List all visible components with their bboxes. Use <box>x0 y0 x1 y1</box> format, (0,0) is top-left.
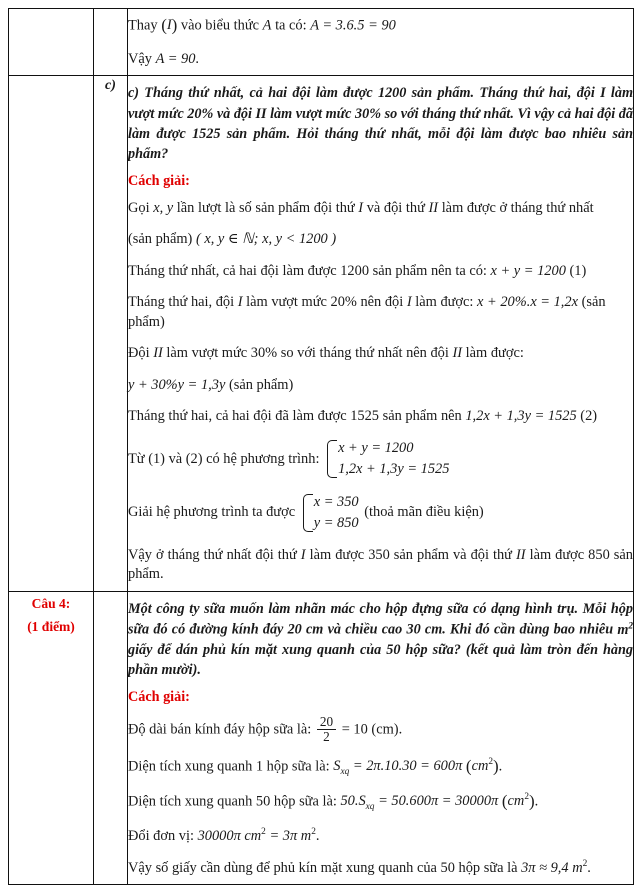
solution-step-4-eq <box>128 370 633 401</box>
unit-m-2: m <box>572 859 583 876</box>
question-number-label: Câu 4: <box>31 595 71 611</box>
answer-body-cau4 <box>128 591 634 884</box>
text-lam-duoc: làm được ở tháng thứ nhất <box>441 199 594 216</box>
roman-II: II <box>428 199 439 216</box>
text-thay: Thay <box>128 17 158 34</box>
text-dien-tich-50-hop: Diện tích xung quanh 50 hộp sữa là: <box>128 793 337 810</box>
exponent-2-d: 2 <box>311 826 316 837</box>
subquestion-label-cell-empty-3 <box>94 591 128 884</box>
line-vay-A <box>128 44 633 75</box>
equation-team1: x + 20%.x = 1,2x <box>477 294 578 311</box>
text-giai-he: Giải hệ phương trình ta được <box>128 504 296 521</box>
text-goi: Gọi <box>128 199 150 216</box>
exponent-2-b: 2 <box>524 792 529 803</box>
variables-x-y: x, y <box>153 199 174 216</box>
expr-paren-I <box>161 17 181 33</box>
sxq-50-value: = 50.600π = 30000π <box>378 793 499 810</box>
exponent-2-a: 2 <box>488 757 494 768</box>
roman-II-c: II <box>452 345 463 362</box>
roman-numeral-I: I <box>166 17 172 34</box>
text-doi-don-vi: Đổi đơn vị: <box>128 827 194 844</box>
period-c: . <box>315 827 320 844</box>
text-thang-thu-nhat: Tháng thứ nhất, cả hai đội làm được 1200 sản phẩm nên ta có: <box>128 262 487 279</box>
exponent-2-e: 2 <box>582 859 588 870</box>
solution-heading-c: Cách giải: <box>128 172 190 189</box>
solution-step-5 <box>128 401 633 432</box>
text-lam-duoc-850: làm được 850 sản phẩm. <box>128 546 633 583</box>
solution-step-lateral-area-50 <box>128 785 633 820</box>
solution-step-7 <box>128 486 633 540</box>
solution-step-3 <box>128 287 633 338</box>
question-label-cell-empty <box>9 9 94 76</box>
unit-cm2-3 <box>244 828 265 844</box>
equation-A-90: A = 90 <box>155 50 196 67</box>
solution-step-radius <box>128 709 633 750</box>
text-san-pham: (sản phẩm) <box>128 231 193 248</box>
period-d: . <box>587 859 591 876</box>
subquestion-label-text: c) <box>105 78 116 94</box>
line-thay-I <box>128 9 633 44</box>
question-prompt-c: c) Tháng thứ nhất, cả hai đội làm được 1200 sản phẩm. Tháng thứ hai, đội I làm vượt mức 20% và đội II làm vượt mức 30% so với tháng thứ nhất. Vì vậy cả hai đội đã làm được 1525 sản phẩm. Hỏi tháng thứ nhất, mỗi đội làm được bao nhiêu sản phẩm? <box>128 85 633 162</box>
value-3pi: = 3π <box>269 827 298 844</box>
solution-step-unit-conversion <box>128 820 633 852</box>
period-b: . <box>534 793 539 810</box>
unit-cm-2: cm <box>507 793 525 810</box>
unit-cm-1: cm <box>471 758 489 775</box>
table-row <box>9 591 634 884</box>
fraction-20-over-2 <box>317 715 336 744</box>
roman-I-c: I <box>406 294 412 311</box>
system-eq-1: x + y = 1200 <box>338 440 414 457</box>
question-prompt-cau4 <box>128 592 633 684</box>
equation-number-2: (2) <box>580 408 598 425</box>
exponent-2: 2 <box>628 620 633 631</box>
text-va-doi-thu: và đội thứ <box>366 199 425 216</box>
exam-solution-table <box>8 8 634 885</box>
text-lam-duoc-c: làm được: <box>465 345 524 362</box>
unit-m2-1 <box>301 828 316 844</box>
subquestion-label-cell-empty <box>94 9 128 76</box>
text-tu-1-va-2: Từ (1) và (2) có hệ phương trình: <box>128 450 320 467</box>
equation-A-value: A = 3.6.5 = 90 <box>310 17 396 34</box>
solution-step-2 <box>128 256 633 287</box>
variable-A: A <box>262 17 272 34</box>
table-row <box>9 76 634 592</box>
subquestion-label-c <box>94 76 128 592</box>
prompt-part-2: giấy để dán phủ kín mặt xung quanh của 50 hộp sữa? (kết quả làm tròn đến hàng phần mười). <box>128 641 633 679</box>
value-30000pi: 30000π <box>197 827 241 844</box>
fraction-numerator: 20 <box>319 714 334 730</box>
question-label-cell-cau4 <box>9 591 94 884</box>
paren-close: ) <box>171 16 178 35</box>
text-thang-thu-hai: Tháng thứ hai, đội <box>128 294 235 311</box>
solution-step-conclusion <box>128 852 633 884</box>
text-doi: Đội <box>128 345 150 362</box>
text-thang-thu-hai-2: Tháng thứ hai, cả hai đội đã làm được 1525 sản phẩm nên <box>128 408 462 425</box>
period: . <box>195 50 200 67</box>
text-lan-luot: lần lượt là số sản phẩm đội thứ <box>176 199 355 216</box>
roman-II-final: II <box>515 546 526 563</box>
unit-san-pham-2: (sản phẩm) <box>228 376 294 393</box>
solution-step-1 <box>128 193 633 224</box>
text-dien-tich-1-hop: Diện tích xung quanh 1 hộp sữa là: <box>128 758 330 775</box>
subscript-xq-2: xq <box>365 802 375 813</box>
roman-I-b: I <box>237 294 243 311</box>
unit-m: m <box>617 621 629 638</box>
period-a: . <box>498 758 503 775</box>
unit-cm2-1: $(cm^2)$ <box>465 757 499 777</box>
unit-cm2-2: $(cm^2)$ <box>501 791 535 811</box>
solution-y: y = 850 <box>313 515 359 532</box>
system-of-equations <box>325 438 449 480</box>
unit-m-1: m <box>300 827 312 844</box>
text-vuot-muc-20: làm vượt mức 20% nên đội <box>246 294 404 311</box>
unit-m2-2 <box>572 860 587 876</box>
exponent-2-c: 2 <box>261 826 266 837</box>
solution-step-1-cond <box>128 224 633 255</box>
equation-number-1: (1) <box>569 262 587 279</box>
system-eq-2: 1,2x + 1,3y = 1525 <box>338 461 450 478</box>
answer-body-c <box>128 76 634 592</box>
solution-step-6 <box>128 432 633 486</box>
roman-I: I <box>358 199 364 216</box>
prompt-part-1: Một công ty sữa muốn làm nhãn mác cho hộp đựng sữa có dạng hình trụ. Mỗi hộp sữa đó có đường kính đáy 20 cm và chiều cao 30 cm. Khi đó cần dùng bao nhiêu <box>128 600 633 638</box>
text-vay: Vậy <box>128 50 152 67</box>
solution-step-4 <box>128 338 633 369</box>
unit-cm: (cm). <box>371 721 403 738</box>
question-points-label: (1 điểm) <box>27 619 75 635</box>
text-lam-duoc-b: làm được: <box>415 294 474 311</box>
text-lam-duoc-350: làm được 350 sản phẩm và đội thứ <box>309 546 512 563</box>
answer-body-prev <box>128 9 634 76</box>
expr-50-times-S: 50.S <box>340 793 366 810</box>
text-ta-co: ta có: <box>275 17 307 34</box>
table-row <box>9 9 634 76</box>
text-vay-o-thang: Vậy ở tháng thứ nhất đội thứ <box>128 546 297 563</box>
equation-2: 1,2x + 1,3y = 1525 <box>465 408 577 425</box>
text-do-dai-ban-kinh: Độ dài bán kính đáy hộp sữa là: <box>128 721 312 738</box>
equation-1: x + y = 1200 <box>490 262 566 279</box>
system-solution <box>301 492 359 534</box>
roman-II-b: II <box>153 345 163 362</box>
fraction-denominator: 2 <box>317 729 336 744</box>
radius-result: = 10 <box>341 721 368 738</box>
question-label-cell-empty-2 <box>9 76 94 592</box>
solution-step-lateral-area-1 <box>128 750 633 785</box>
solution-x: x = 350 <box>313 494 359 511</box>
sxq-value: = 2π.10.30 = 600π <box>352 758 463 775</box>
subscript-xq: xq <box>340 767 350 778</box>
text-vuot-muc-30: làm vượt mức 30% so với tháng thứ nhất nên đội <box>166 345 449 362</box>
unit-san-pham-1: (sản phẩm) <box>128 294 606 330</box>
solution-step-8 <box>128 540 633 591</box>
text-vao-bieu-thuc: vào biểu thức <box>180 17 260 34</box>
text-vay-so-giay: Vậy số giấy cần dùng để phủ kín mặt xung quanh của 50 hộp sữa là <box>128 859 518 876</box>
unit-cm-3: cm <box>244 827 262 844</box>
roman-I-final: I <box>300 546 306 563</box>
equation-sxq-50 <box>340 793 499 813</box>
text-thoa-man: (thoả mãn điều kiện) <box>364 504 484 521</box>
symbol-S: S <box>333 758 341 775</box>
final-value: 3π ≈ 9,4 <box>521 859 569 876</box>
condition-x-y: ( x, y ∈ ℕ; x, y < 1200 ) <box>195 231 337 248</box>
equation-team2: y + 30%y = 1,3y <box>128 376 226 393</box>
solution-heading-cau4: Cách giải: <box>128 689 190 706</box>
paren-open: ( <box>161 16 167 35</box>
equation-sxq-1 <box>333 758 463 778</box>
unit-m-squared-prompt <box>617 622 633 638</box>
